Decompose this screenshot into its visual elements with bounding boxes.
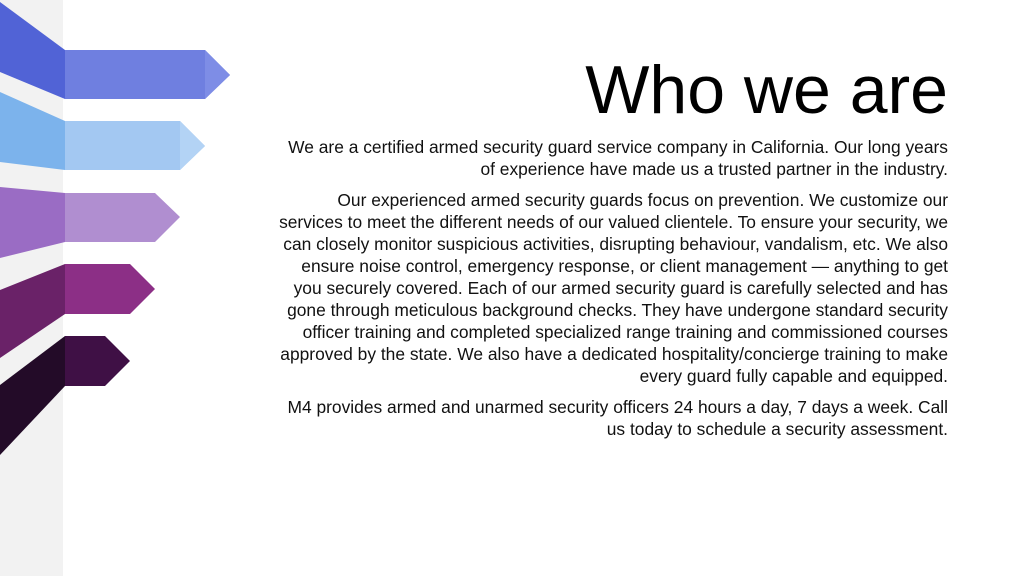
intro-paragraph: We are a certified armed security guard service company in California. Our long years of experience have made us a trusted partner in the industry. [288, 137, 948, 179]
arrow-1-tip-shade [205, 50, 230, 99]
arrow-4 [65, 264, 155, 314]
slide-content [272, 0, 948, 440]
ribbon-1 [0, 2, 65, 99]
ribbon-2 [0, 92, 65, 170]
ribbon-5 [0, 336, 65, 455]
arrow-decoration [0, 0, 240, 576]
arrow-5 [65, 336, 130, 386]
arrow-3 [65, 193, 180, 242]
services-paragraph: Our experienced armed security guards focus on prevention. We customize our services to meet the different needs of our valued clientele. To ensure your security, we can closely monitor suspicious activities, disrupting behaviour, vandalism, etc. We also ensure noise control, emergency response, or client management — anything to get you securely covered. Each of our armed security guard is carefully selected and has gone through meticulous background checks. They have undergone standard security officer training and completed specialized range training and commissioned courses approved by the state. We also have a dedicated hospitality/concierge training to make every guard fully capable and equipped. [279, 190, 948, 386]
arrow-2-tip-shade [180, 121, 205, 170]
slide-title: Who we are [585, 52, 948, 128]
contact-paragraph: M4 provides armed and unarmed security officers 24 hours a day, 7 days a week. Call us today to schedule a security assessment. [287, 397, 948, 439]
ribbon-3 [0, 187, 65, 258]
